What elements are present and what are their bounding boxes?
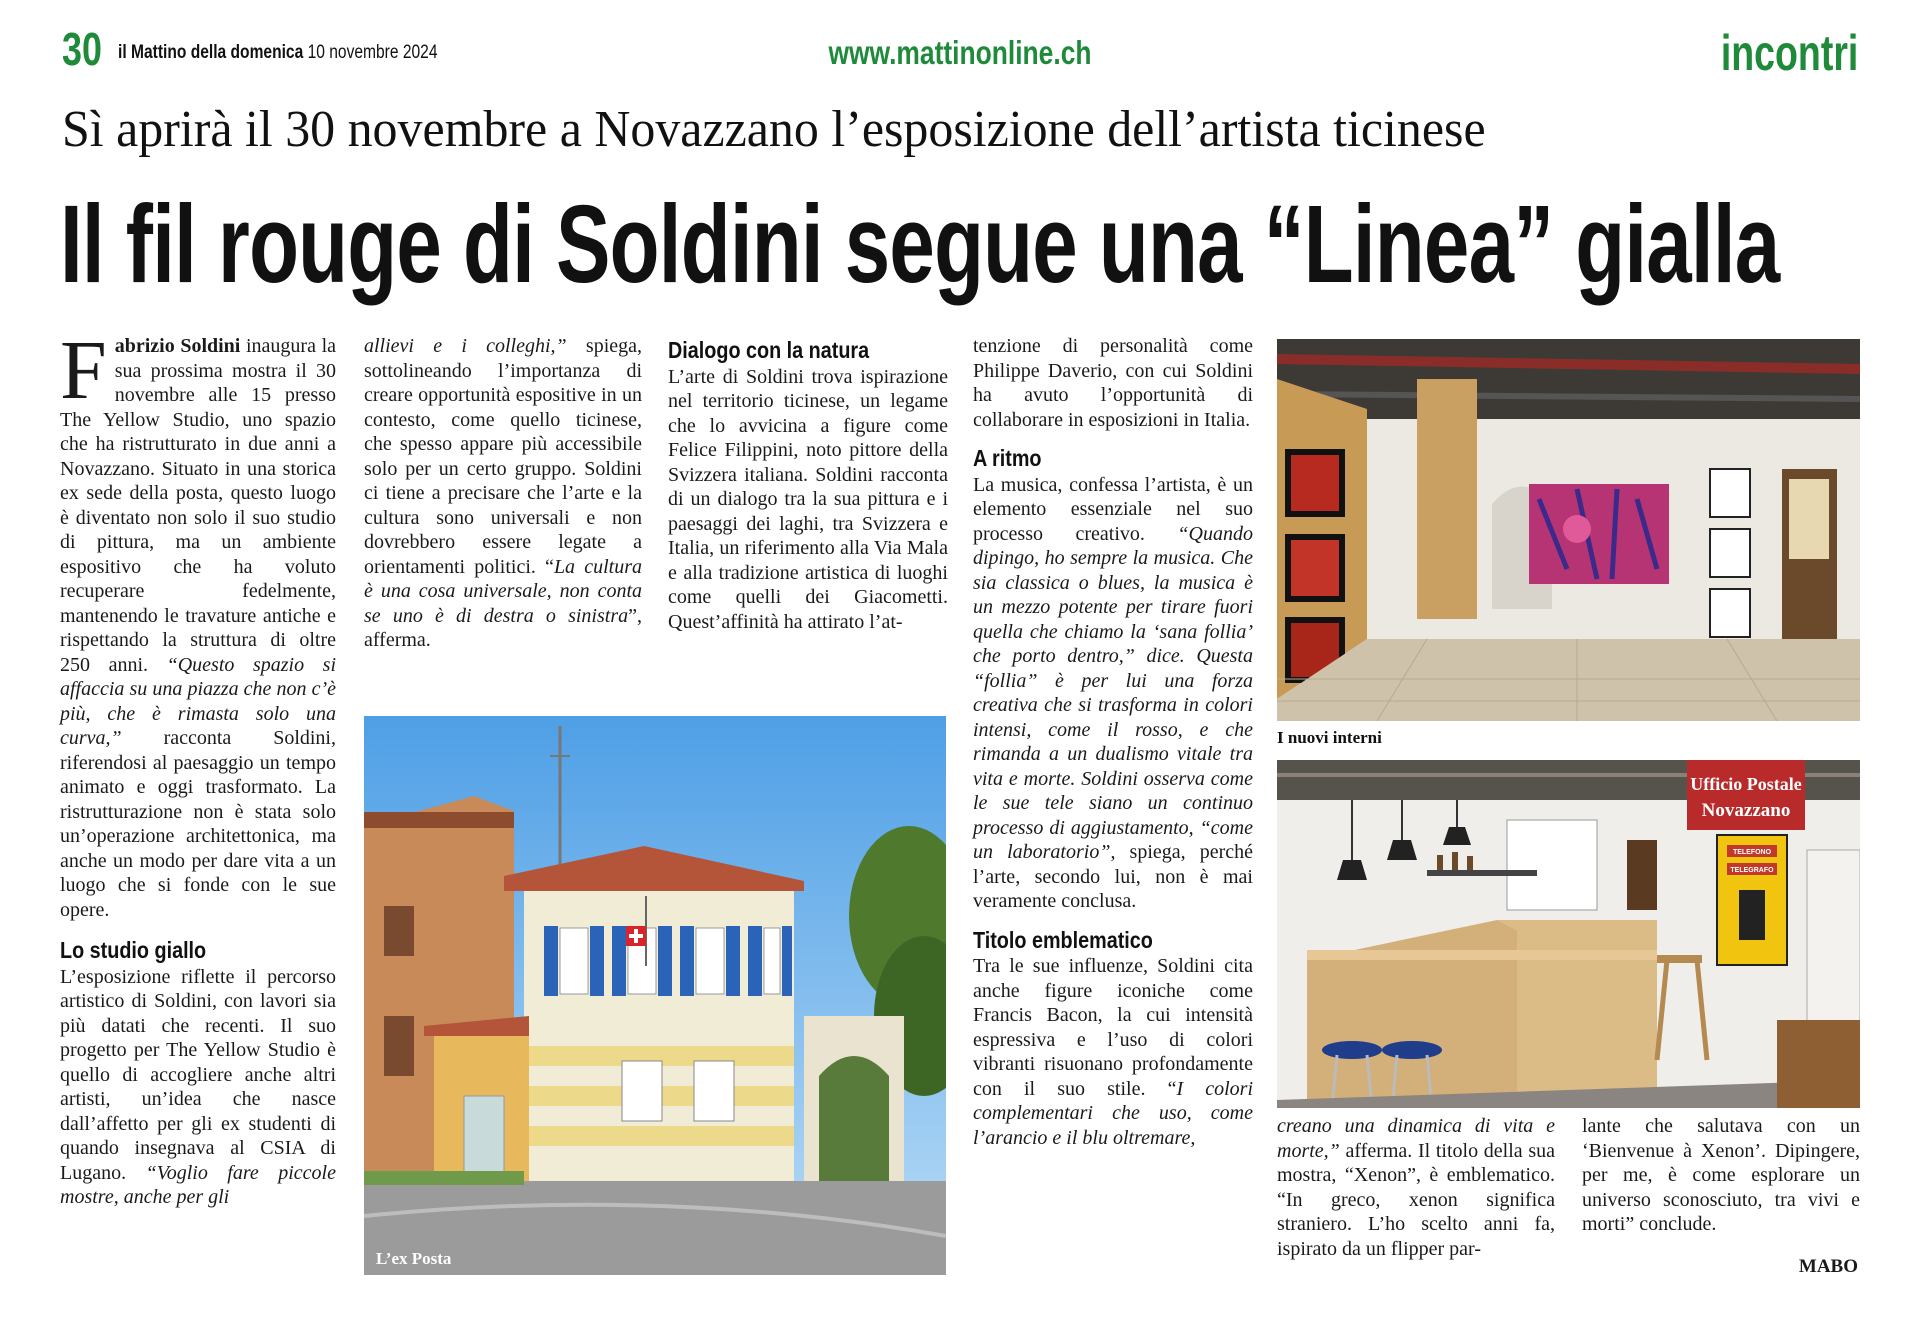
paragraph: allievi e i colleghi,” spiega, sottolineando l’importanza di creare opportunità espositive in un contesto, come quello ticinese, che spesso appare più accessibile solo per un certo gruppo. Soldini ci tiene a precisare che l’arte e la cultura sono universali e non dovrebbero essere legate a orientamenti politici. “La cultura è una cosa universale, non conta se uno è di destra o sinistra”, afferma.	[364, 335, 642, 651]
page-header	[62, 20, 1858, 80]
subhead-a-ritmo: A ritmo	[973, 445, 1042, 471]
author-signature: MABO	[1798, 1256, 1858, 1277]
lead-bold: abrizio Soldini	[114, 335, 241, 357]
article-column-3	[668, 338, 948, 634]
photo-bar-interior	[1277, 760, 1860, 1108]
subhead-titolo-emblematico: Titolo emblematico	[973, 926, 1153, 953]
article-headline: Il fil rouge di Soldini segue una “Linea” gialla	[60, 183, 1780, 306]
article-column-4	[973, 334, 1253, 1150]
gallery-illustration	[1277, 339, 1860, 721]
sign-text-1: Ufficio Postale	[1690, 774, 1802, 794]
website-url[interactable]: www.mattinonline.ch	[828, 34, 1092, 71]
article-kicker: Sì aprirà il 30 novembre a Novazzano l’esposizione dell’artista ticinese	[62, 101, 1486, 158]
paragraph: L’arte di Soldini trova ispirazione nel territorio ticinese, un legame che lo avvicina a figure come Felice Filippini, noto pittore della Svizzera italiana. Soldini racconta di un dialogo tra la sua pittura e i paesaggi dei laghi, tra Svizzera e Italia, un riferimento alla Via Mala e alla tradizione artistica di luoghi come quelli dei Giacometti. Quest’affinità ha attirato l’at-	[668, 365, 948, 633]
sign-text-2: Novazzano	[1701, 800, 1791, 821]
article-column-5	[1277, 1114, 1555, 1261]
paragraph: creano una dinamica di vita e morte,” afferma. Il titolo della sua mostra, “Xenon”, è emblematico. “In greco, xenon significa straniero. L’ho scelto anni fa, ispirato da un flipper par-	[1277, 1115, 1555, 1260]
paragraph: Tra le sue influenze, Soldini cita anche figure iconiche come Francis Bacon, la cui intensità espressiva e l’uso di colori vibranti risuonano profondamente con il suo stile. “I colori complementari che uso, come l’arancio e il blu oltremare,	[973, 955, 1254, 1149]
paragraph: La musica, confessa l’artista, è un elemento essenziale nel suo processo creativo. “Quando dipingo, ho sempre la musica. Che sia classica o blues, la musica è un mezzo potente per tirare fuori quella che chiamo la ‘sana follia’ che porto dentro,” dice. Questa “follia” è per lui una forza creativa che si trasforma in colori intensi, come il rosso, e che rimanda a un dualismo vitale tra vita e morte. Soldini osserva come le sue tele siano un continuo processo di aggiustamento, “come un laboratorio”, spiega, perché l’arte, secondo lui, non è mai veramente conclusa.	[973, 473, 1254, 912]
telefono-label: TELEFONO	[1732, 849, 1772, 856]
telegrafo-label: TELEGRAFO	[1730, 867, 1774, 874]
article-column-1	[60, 324, 337, 1210]
lead-paragraph: Fabrizio Soldini inaugura la sua prossima mostra il 30 novembre alle 15 presso The Yellow Studio, uno spazio che ha ristrutturato in due anni a Novazzano. Situato in una storica ex sede della posta, questo luogo è diventato non solo il suo studio di pittura, ma un ambiente espositivo che ha voluto recuperare fedelmente, mantenendo le travature antiche e rispettando la struttura di oltre 250 anni. “Questo spazio si affaccia su una piazza che non c’è più, che è rimasta solo una curva,” racconta Soldini, riferendosi al paesaggio un tempo animato e oggi trasformato. La ristrutturazione non è stata solo un’operazione architettonica, ma anche un modo per dare vita a un luogo che si fonde con le sue opere.	[60, 324, 337, 921]
subhead-dialogo: Dialogo con la natura	[668, 337, 870, 363]
bar-illustration	[1277, 760, 1860, 1108]
photo-interior-gallery	[1277, 339, 1860, 721]
publication-name: il Mattino della domenica	[118, 42, 304, 63]
paragraph: tenzione di personalità come Philippe Daverio, con cui Soldini ha avuto l’opportunità di collaborare in esposizioni in Italia.	[973, 335, 1253, 431]
issue-date: 10 novembre 2024	[307, 42, 438, 63]
subhead-studio-giallo: Lo studio giallo	[60, 937, 207, 963]
article-column-6	[1582, 1114, 1860, 1237]
article-column-2	[364, 334, 642, 653]
section-label: incontri	[1720, 25, 1858, 81]
building-illustration	[364, 716, 946, 1275]
paragraph: lante che salutava con un ‘Bienvenue à Xenon’. Dipingere, per me, è come esplorare un universo sconosciuto, tra vivi e morti” conclude.	[1582, 1115, 1860, 1235]
drop-cap: F	[60, 324, 107, 417]
page-number: 30	[62, 23, 102, 75]
photo-ex-posta	[364, 716, 946, 1275]
photo-caption-interiors: I nuovi interni	[1277, 728, 1382, 747]
paragraph: L’esposizione riflette il percorso artistico di Soldini, con lavori sia più datati che recenti. Il suo progetto per The Yellow Studio è quello di accogliere anche altri artisti, un’idea che nasce dall’affetto per gli ex studenti di quando insegnava al CSIA di Lugano. “Voglio fare piccole mostre, anche per gli	[60, 965, 336, 1208]
photo-caption-ex-posta: L’ex Posta	[376, 1249, 452, 1268]
